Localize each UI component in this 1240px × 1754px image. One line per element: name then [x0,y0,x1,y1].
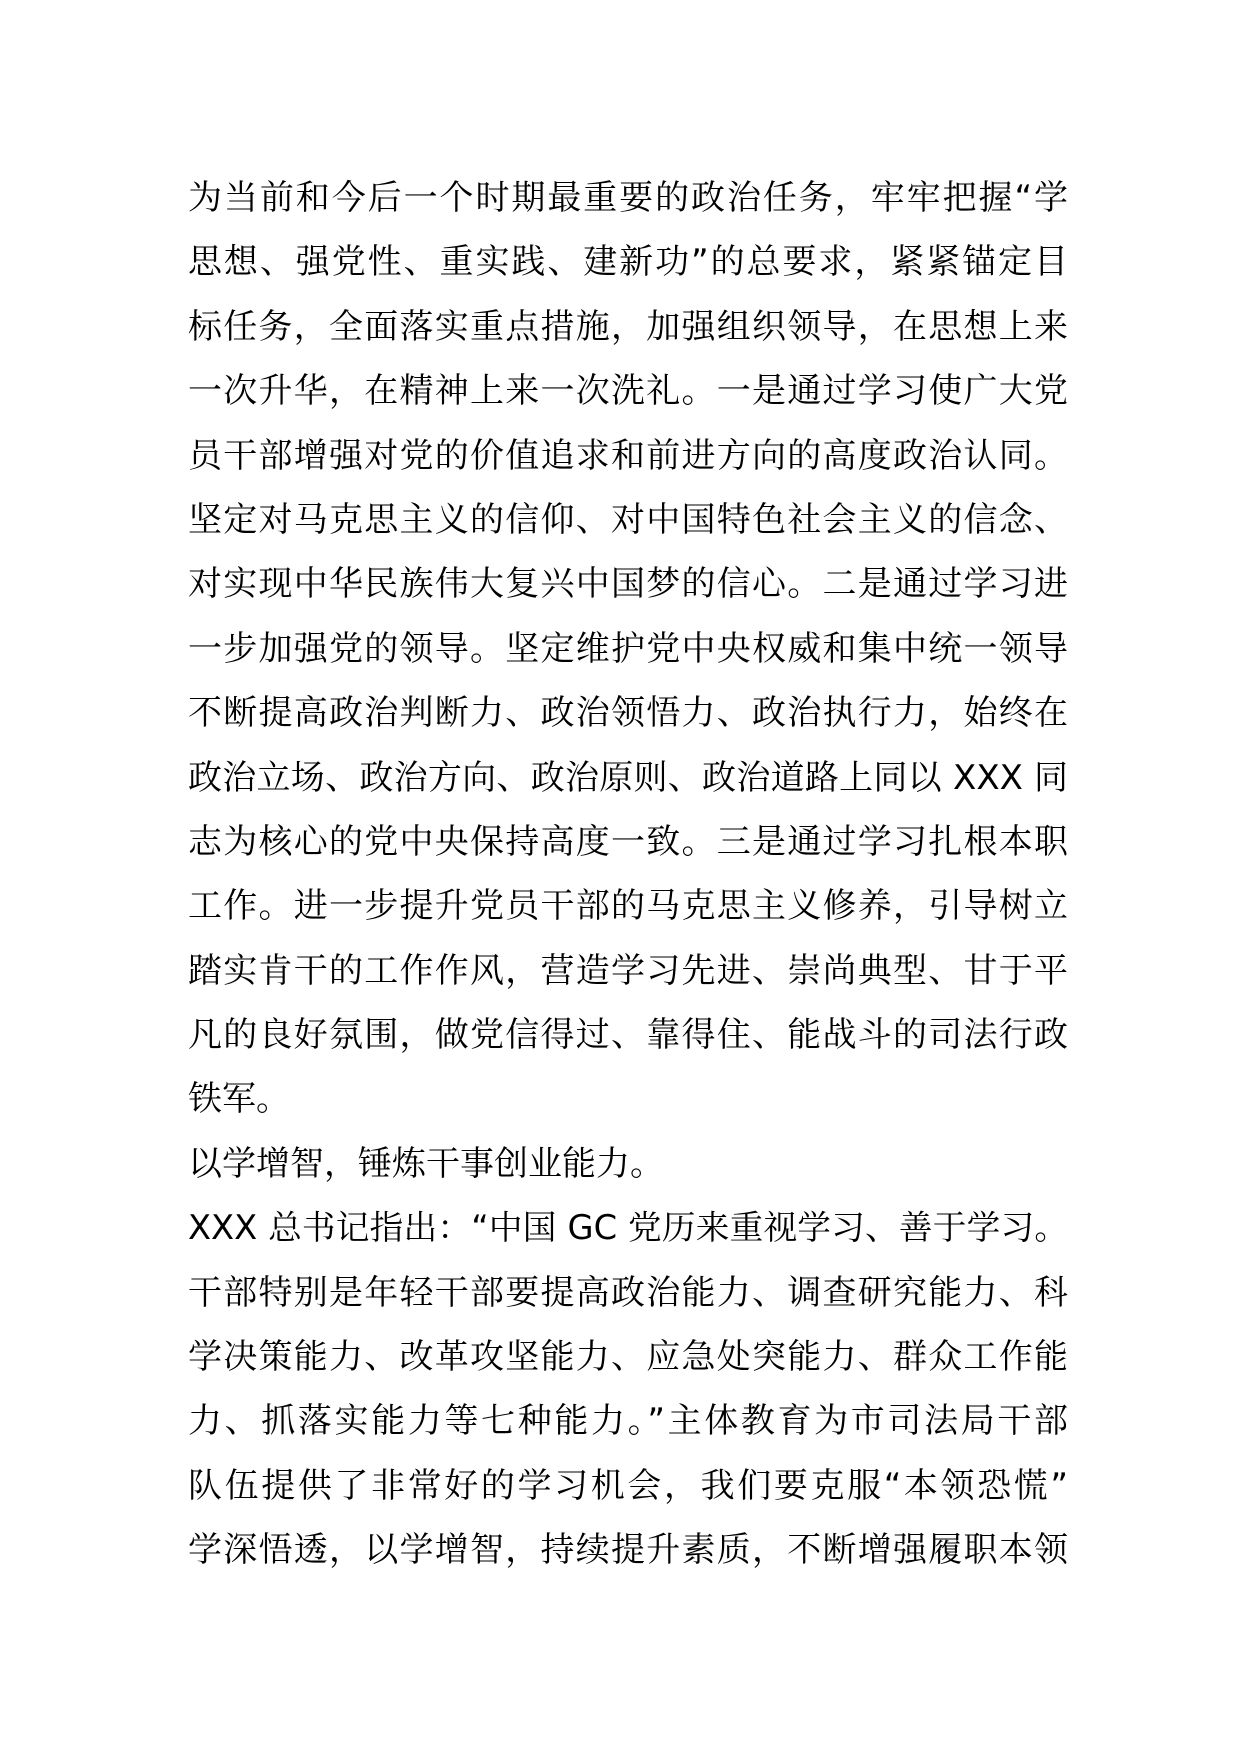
section-heading: 以学增智，锤炼干事创业能力。 [188,1143,664,1184]
text-line: 学深悟透，以学增智，持续提升素质，不断增强履职本领 [188,1530,1068,1571]
text-line: 志为核心的党中央保持高度一致。三是通过学习扎根本职 [188,821,1068,862]
text-line: 凡的良好氛围，做党信得过、靠得住、能战斗的司法行政 [188,1015,1068,1056]
text-line: 学决策能力、改革攻坚能力、应急处突能力、群众工作能 [188,1337,1068,1378]
text-line: 踏实肯干的工作作风，营造学习先进、崇尚典型、甘于平 [188,950,1068,991]
text-line: 员干部增强对党的价值追求和前进方向的高度政治认同。 [188,435,1068,476]
text-line: 为当前和今后一个时期最重要的政治任务，牢牢把握“学 [188,178,1068,218]
text-line: XXX 总书记指出：“中国 GC 党历来重视学习、善于学习。 [188,1208,1068,1248]
text-line: 对实现中华民族伟大复兴中国梦的信心。二是通过学习进 [188,564,1068,605]
text-line: 政治立场、政治方向、政治原则、政治道路上同以 XXX 同 [188,757,1068,798]
text-line: 坚定对马克思主义的信仰、对中国特色社会主义的信念、 [188,499,1068,540]
text-line: 一步加强党的领导。坚定维护党中央权威和集中统一领导 [188,628,1068,669]
text-line: 队伍提供了非常好的学习机会，我们要克服“本领恐慌” [188,1465,1068,1506]
text-line: 思想、强党性、重实践、建新功”的总要求，紧紧锚定目 [188,242,1068,283]
body-text [188,166,1068,1583]
text-line: 标任务，全面落实重点措施，加强组织领导，在思想上来 [188,306,1068,347]
text-line: 工作。进一步提升党员干部的马克思主义修养，引导树立 [188,886,1068,927]
text-line: 不断提高政治判断力、政治领悟力、政治执行力，始终在 [188,693,1068,734]
text-line: 一次升华，在精神上来一次洗礼。一是通过学习使广大党 [188,371,1068,412]
text-line: 力、抓落实能力等七种能力。”主体教育为市司法局干部 [188,1401,1068,1442]
text-line: 铁军。 [188,1079,290,1120]
text-line: 干部特别是年轻干部要提高政治能力、调查研究能力、科 [188,1272,1068,1313]
